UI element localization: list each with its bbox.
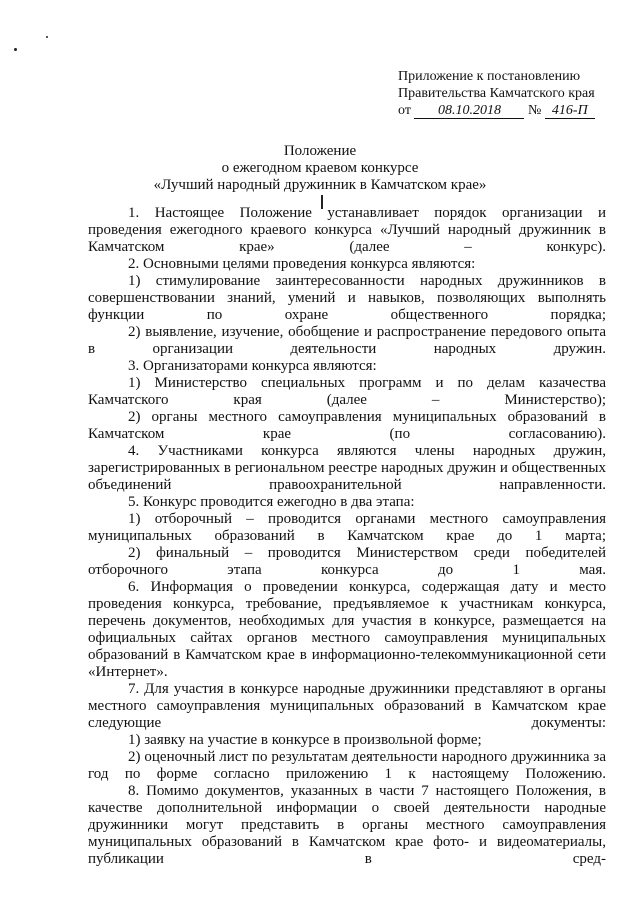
paragraph: 1) заявку на участие в конкурсе в произвольной форме; — [128, 732, 482, 748]
paragraph: 6. Информация о проведении конкурса, содержащая дату и место проведения конкурса, требование, предъявляемое к участникам конкурса, перечень документов, необходимых для участия в конкурсе, размещается на официальных сайтах органов местного самоуправления муниципальных образований в Камчатском крае в информационно-телекоммуникационной сети «Интернет». — [88, 579, 606, 680]
header-line-1: Приложение к постановлению — [398, 69, 581, 84]
number-label: № — [527, 103, 542, 118]
paragraph: 5. Конкурс проводится ежегодно в два этапа: — [128, 494, 415, 510]
document-title — [0, 143, 640, 194]
header-line-2: Правительства Камчатского края — [398, 86, 595, 101]
paragraph: 2) органы местного самоуправления муниципальных образований в Камчатском крае (по согласованию). — [88, 409, 606, 442]
document-body — [88, 205, 606, 868]
decree-date: 08.10.2018 — [414, 104, 524, 119]
title-line-1: Положение — [283, 143, 357, 159]
decree-number: 416-П — [545, 104, 595, 119]
scan-mark — [46, 36, 48, 38]
scan-mark — [14, 48, 17, 51]
paragraph: 2. Основными целями проведения конкурса являются: — [128, 256, 476, 272]
paragraph: 4. Участниками конкурса являются члены народных дружин, зарегистрированных в региональном реестре народных дружин и общественных объединений правоохранительной направленности. — [88, 443, 606, 493]
paragraph: 8. Помимо документов, указанных в части 7 настоящего Положения, в качестве дополнительной информации о своей деятельности народные дружинники могут представить в органы местного самоуправления муниципальных образований в Камчатском крае фото- и видеоматериалы, публикации в сред- — [88, 783, 606, 867]
paragraph: 1) стимулирование заинтересованности народных дружинников в совершенствовании знаний, умений и навыков, позволяющих выполнять функции по охране общественного порядка; — [88, 273, 606, 323]
title-line-2: о ежегодном краевом конкурсе — [221, 160, 419, 176]
from-label: от — [398, 103, 411, 118]
paragraph: 2) финальный – проводится Министерством среди победителей отборочного этапа конкурса до 1 мая. — [88, 545, 606, 578]
paragraph: 1. Настоящее Положение устанавливает порядок организации и проведения ежегодного краевого конкурса «Лучший народный дружинник в Камчатском крае» (далее – конкурс). — [88, 205, 606, 255]
paragraph: 2) выявление, изучение, обобщение и распространение передового опыта в организации деятельности народных дружин. — [88, 324, 606, 357]
appendix-header — [398, 68, 595, 119]
paragraph: 1) отборочный – проводится органами местного самоуправления муниципальных образований в Камчатском крае до 1 марта; — [88, 511, 606, 544]
paragraph: 1) Министерство специальных программ и по делам казачества Камчатского края (далее – Министерство); — [88, 375, 606, 408]
paragraph: 7. Для участия в конкурсе народные дружинники представляют в органы местного самоуправления муниципальных образований в Камчатском крае следующие документы: — [88, 681, 606, 731]
paragraph: 3. Организаторами конкурса являются: — [128, 358, 377, 374]
header-date-line — [398, 102, 595, 119]
paragraph: 2) оценочный лист по результатам деятельности народного дружинника за год по форме согласно приложению 1 к настоящему Положению. — [88, 749, 606, 782]
title-line-3: «Лучший народный дружинник в Камчатском крае» — [153, 177, 487, 193]
